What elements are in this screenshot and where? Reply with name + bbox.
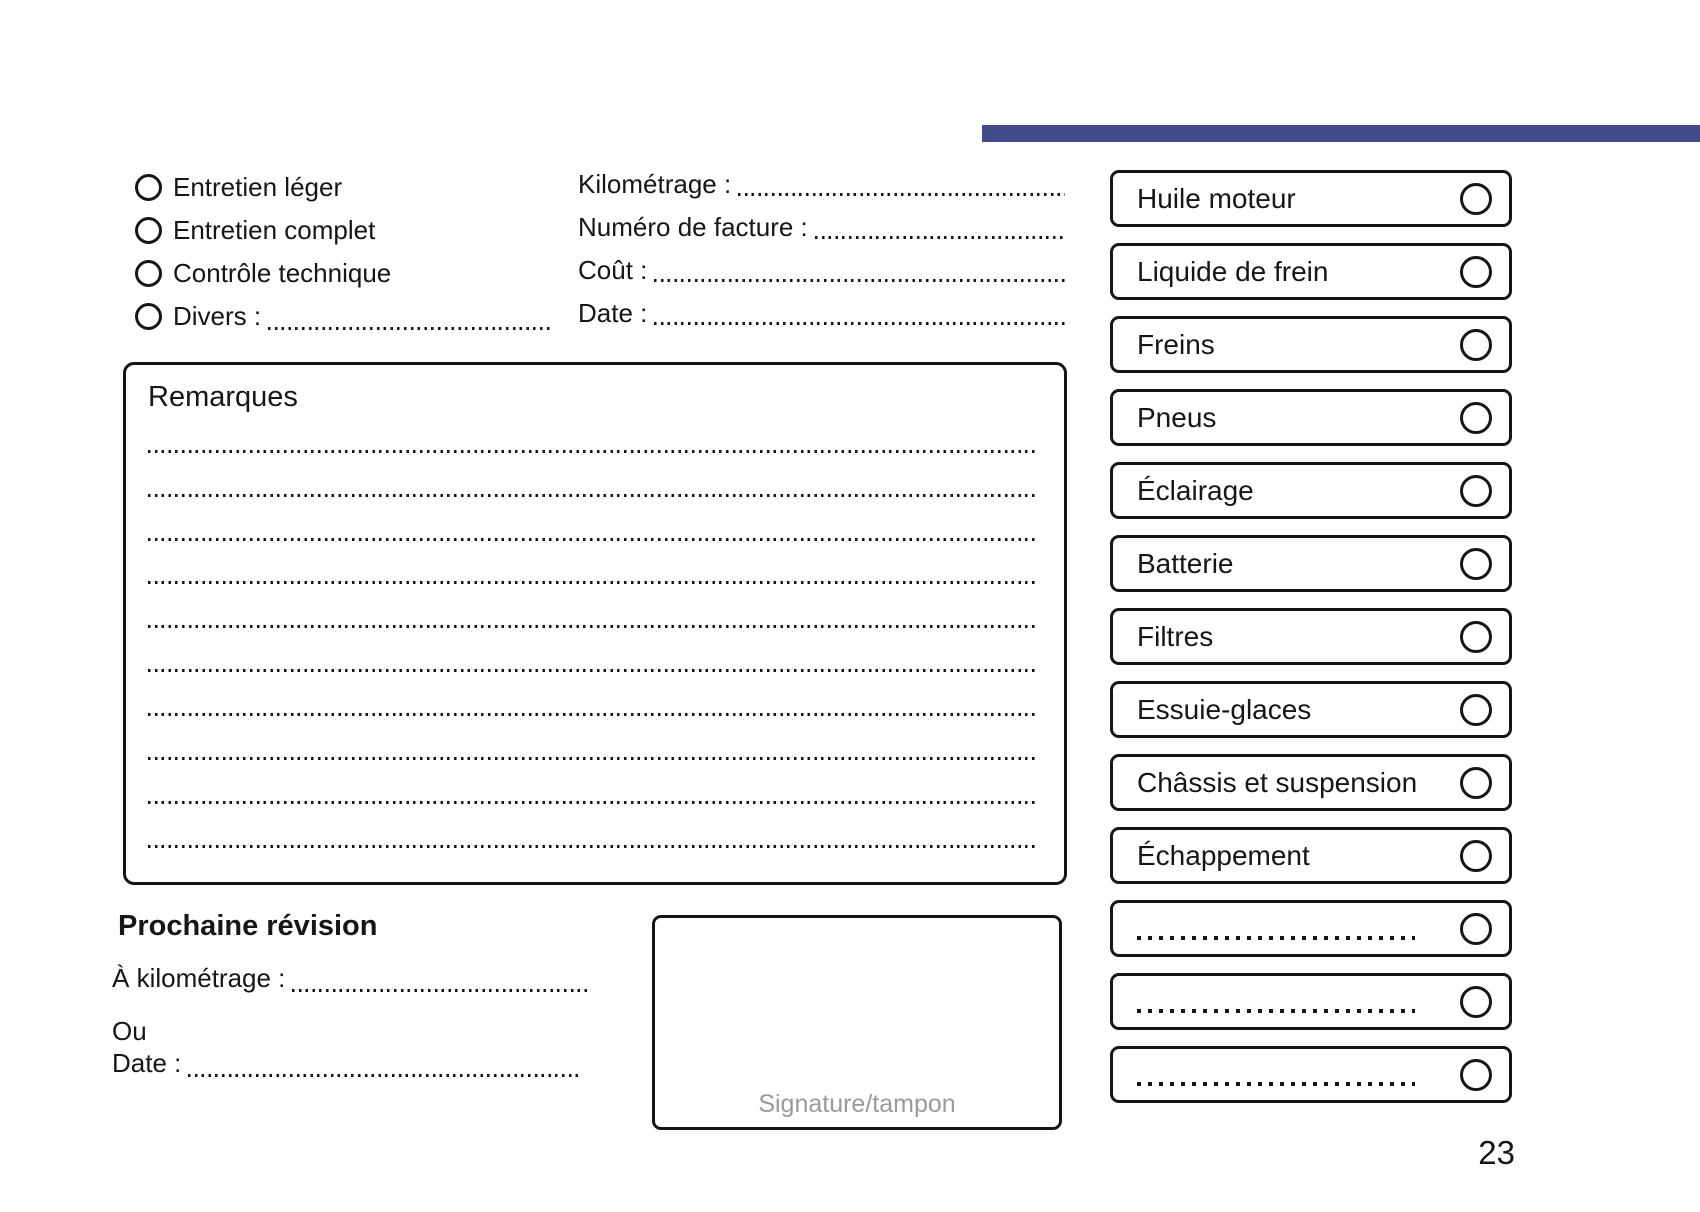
accent-bar [982,125,1700,142]
radio-circle-icon [135,174,162,201]
checklist-item-freins [1110,316,1512,373]
checklist-item-huile-moteur [1110,170,1512,227]
check-circle-icon [1460,548,1492,580]
checklist-item-echappement [1110,827,1512,884]
checklist-item-chassis-et-suspension [1110,754,1512,811]
option-controle-technique [135,252,550,295]
checklist-item-label: Batterie [1137,548,1234,579]
checklist-item-label: Éclairage [1137,475,1254,506]
checklist-item-blank [1110,900,1512,957]
check-circle-icon [1460,840,1492,872]
check-circle-icon [1460,329,1492,361]
dotted-writing-line [148,494,1039,497]
option-entretien-complet [135,209,550,252]
field-cout [578,252,1065,295]
field-label: Date : [578,298,648,328]
inspection-checklist [1110,170,1512,1103]
dotted-writing-line [815,236,1065,239]
field-label: Date : [112,1048,182,1078]
checklist-item-label: Châssis et suspension [1137,767,1418,798]
next-service-or-label: Ou [112,1016,147,1046]
signature-box [652,915,1062,1130]
field-label: À kilométrage : [112,963,286,993]
checklist-item-label: Échappement [1137,840,1310,871]
field-label: Coût : [578,255,648,285]
checklist-item-label: Liquide de frein [1137,256,1329,287]
checklist-item-label: Pneus [1137,402,1217,433]
dotted-writing-line [148,801,1039,804]
field-kilometrage [578,166,1065,209]
dotted-writing-line [654,322,1065,325]
option-label: Divers : [173,300,262,331]
dotted-writing-line [1137,1009,1415,1013]
radio-circle-icon [135,303,162,330]
checklist-item-label: Freins [1137,329,1215,360]
checklist-item-essuie-glaces [1110,681,1512,738]
checklist-item-label: Huile moteur [1137,183,1296,214]
checklist-item-liquide-de-frein [1110,243,1512,300]
service-type-options [135,166,550,338]
check-circle-icon [1460,1059,1492,1091]
check-circle-icon [1460,986,1492,1018]
page-number: 23 [1478,1134,1515,1171]
radio-circle-icon [135,217,162,244]
check-circle-icon [1460,402,1492,434]
check-circle-icon [1460,475,1492,507]
check-circle-icon [1460,913,1492,945]
checklist-item-label: Essuie-glaces [1137,694,1312,725]
option-entretien-leger [135,166,550,209]
remarks-box [123,362,1067,885]
option-label: Contrôle technique [173,257,392,288]
remarks-title: Remarques [148,381,298,413]
option-label: Entretien léger [173,171,343,202]
dotted-writing-line [148,581,1039,584]
dotted-writing-line [738,193,1065,196]
dotted-writing-line [148,669,1039,672]
dotted-writing-line [148,450,1039,453]
dotted-writing-line [654,279,1065,282]
checklist-item-filtres [1110,608,1512,665]
dotted-writing-line [1137,1082,1415,1086]
check-circle-icon [1460,621,1492,653]
radio-circle-icon [135,260,162,287]
signature-label: Signature/tampon [758,1090,956,1118]
dotted-writing-line [148,538,1039,541]
next-service-mileage-field [112,962,590,996]
dotted-writing-line [1137,936,1415,940]
check-circle-icon [1460,183,1492,215]
invoice-fields [578,166,1065,338]
dotted-writing-line [148,845,1039,848]
check-circle-icon [1460,256,1492,288]
field-numero-facture [578,209,1065,252]
next-service-title: Prochaine révision [118,910,378,942]
check-circle-icon [1460,767,1492,799]
check-circle-icon [1460,694,1492,726]
checklist-item-blank [1110,1046,1512,1103]
checklist-item-pneus [1110,389,1512,446]
dotted-writing-line [148,713,1039,716]
field-date [578,295,1065,338]
checklist-item-eclairage [1110,462,1512,519]
option-label: Entretien complet [173,214,376,245]
checklist-item-blank [1110,973,1512,1030]
option-divers [135,295,550,338]
field-label: Numéro de facture : [578,212,808,242]
dotted-writing-line [148,625,1039,628]
checklist-item-batterie [1110,535,1512,592]
field-label: Kilométrage : [578,169,732,199]
dotted-writing-line [188,1074,578,1077]
dotted-writing-line [292,989,590,992]
dotted-writing-line [268,327,550,330]
checklist-item-label: Filtres [1137,621,1214,652]
dotted-writing-line [148,757,1039,760]
next-service-date-field [112,1047,578,1081]
